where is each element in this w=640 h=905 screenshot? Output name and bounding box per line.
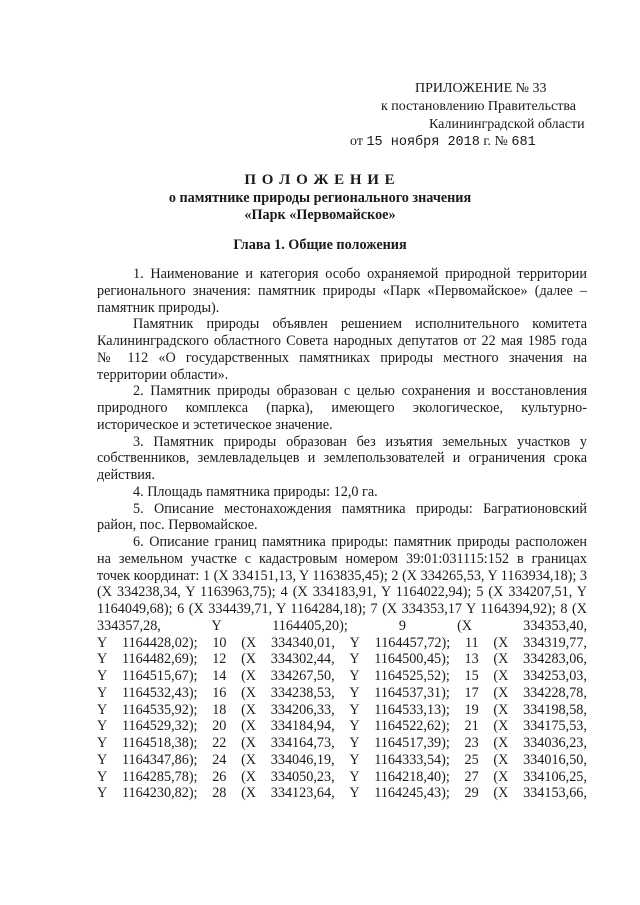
coordinate-token: Y (349, 634, 360, 651)
paragraph-5: 5. Описание местонахождения памятника природы: Багратионовский район, пос. Первомайское. (97, 500, 587, 534)
coordinate-token: 1164535,92); (121, 701, 198, 718)
coordinate-token: 22 (212, 735, 227, 751)
coordinate-token: 1164522,62); (374, 718, 450, 735)
coordinate-token: 1164500,45); (374, 651, 450, 668)
coordinate-token: Y (97, 684, 108, 701)
coordinate-token: 1164347,86); (121, 751, 198, 768)
date-year-suffix: г. № (483, 134, 508, 149)
coordinate-token: 1164533,13); (374, 701, 450, 718)
paragraph-2: 2. Памятник природы образован с целью сохранения и восстановления природного комплекса (парка), имеющего экологическое, культурно-историческое и эстетическое значение. (97, 383, 587, 433)
document-body (97, 266, 587, 802)
coordinate-token: Y (349, 651, 360, 668)
coordinate-token: (X (493, 718, 509, 735)
appendix-title: ПРИЛОЖЕНИЕ № 33 (415, 81, 547, 96)
coordinate-token: 334164,73, (270, 735, 335, 751)
coordinate-token: Y (97, 768, 108, 785)
coordinate-token: (X (493, 735, 509, 751)
coordinate-token: 18 (212, 701, 227, 718)
coordinate-token: 334206,33, (270, 701, 335, 718)
coordinate-token: 334267,50, (270, 668, 335, 684)
coordinate-token: (X (493, 751, 509, 768)
coordinate-token: (X (493, 684, 509, 701)
coordinate-token: Y (349, 785, 360, 802)
coordinate-token: 26 (212, 768, 227, 785)
coordinate-token: (X (493, 634, 509, 651)
coordinate-token: 334046,19, (270, 751, 335, 768)
coordinate-token: (X (241, 684, 257, 701)
coordinate-token: 1164532,43); (121, 684, 198, 701)
coordinate-token: 24 (212, 751, 227, 768)
coordinate-line (97, 735, 587, 752)
coordinate-token: 29 (464, 785, 479, 802)
document-subtitle-1: о памятнике природы регионального значения (168, 190, 472, 206)
coordinate-line (97, 635, 587, 652)
coordinate-token: 1164537,31); (374, 684, 450, 701)
decree-number: 681 (511, 135, 536, 150)
coordinate-token: Y (97, 651, 108, 668)
coordinate-token: 10 (212, 634, 227, 651)
coordinate-token: (X (493, 768, 509, 785)
coordinate-token: 11 (464, 634, 479, 651)
coordinate-token: (X (241, 718, 257, 735)
coordinate-line (97, 785, 587, 802)
coordinate-token: 1164428,02); (122, 634, 198, 651)
coordinate-token: (X (241, 668, 257, 684)
coordinate-line (97, 651, 587, 668)
coordinate-token: (X (241, 785, 257, 802)
coordinate-token: Y (97, 735, 108, 751)
paragraph-1b: Памятник природы объявлен решением исполнительного комитета Калининградского областного Совета народных депутатов от 22 мая 1985 года № 112 «О государственных памятниках природы местного значения на территории области». (97, 316, 587, 383)
coordinate-token: 334283,06, (523, 651, 587, 668)
coordinate-token: 1164482,69); (121, 651, 198, 668)
coordinate-token: 334153,66, (523, 785, 587, 802)
coordinate-token: (X (493, 651, 509, 668)
appendix-line-2: к постановлению Правительства (381, 99, 577, 114)
coordinate-token: (X (493, 668, 509, 684)
coordinate-token: Y (349, 668, 360, 684)
coordinate-line (97, 752, 587, 769)
coordinate-token: 1164230,82); (121, 785, 198, 802)
coordinate-token: 334175,53, (523, 718, 587, 735)
coordinate-token: (X (241, 735, 257, 751)
coordinate-token: 27 (464, 768, 479, 785)
coordinate-line (97, 718, 587, 735)
coordinate-token: 15 (464, 668, 479, 684)
coordinate-token: 21 (464, 718, 479, 735)
coordinate-token: 20 (212, 718, 227, 735)
coordinate-token: 23 (464, 735, 479, 751)
paragraph-3: 3. Памятник природы образован без изъятия земельных участков у собственников, землевладельцев и землепользователей и ограничения срока действия. (97, 433, 587, 483)
coordinate-token: 25 (464, 751, 479, 768)
document-subtitle-2: «Парк «Первомайское» (244, 207, 396, 223)
coordinate-token: 334238,53, (270, 684, 335, 701)
coordinate-token: 334340,01, (271, 634, 335, 651)
paragraph-1: 1. Наименование и категория особо охраняемой природной территории регионального значения: памятник природы «Парк «Первомайское» (далее – памятник природы). (97, 266, 587, 316)
coordinate-token: Y (97, 668, 108, 684)
coordinate-token: 1164218,40); (374, 768, 450, 785)
coordinate-token: 1164518,38); (121, 735, 198, 751)
coordinate-token: 1164525,52); (374, 668, 450, 684)
coordinate-token: 334123,64, (270, 785, 335, 802)
paragraph-4: 4. Площадь памятника природы: 12,0 га. (133, 483, 378, 500)
coordinate-token: Y (97, 634, 108, 651)
coordinate-token: 334106,25, (523, 768, 587, 785)
coordinate-token: 12 (212, 651, 227, 668)
coordinate-token: 1164529,32); (121, 718, 198, 735)
document-title: П О Л О Ж Е Н И Е (244, 172, 396, 188)
coordinate-token: 334228,78, (523, 684, 587, 701)
coordinate-token: 16 (212, 684, 227, 701)
coordinate-line (97, 702, 587, 719)
coordinate-token: 28 (212, 785, 227, 802)
coordinate-token: 14 (212, 668, 227, 684)
coordinate-line (97, 668, 587, 685)
coordinate-token: 1164333,54); (374, 751, 450, 768)
coordinate-token: Y (97, 751, 108, 768)
coordinate-line (97, 769, 587, 786)
coordinate-token: Y (349, 735, 360, 751)
coordinate-token: 17 (464, 684, 479, 701)
coordinate-token: (X (241, 701, 257, 718)
coordinate-token: Y (97, 701, 108, 718)
coordinate-token: 334050,23, (270, 768, 335, 785)
coordinate-token: 334036,23, (523, 735, 587, 751)
coordinate-list (97, 635, 587, 803)
chapter-heading: Глава 1. Общие положения (233, 237, 407, 253)
date-prefix: от (350, 134, 363, 149)
coordinate-token: Y (349, 718, 360, 735)
paragraph-6: 6. Описание границ памятника природы: памятник природы расположен на земельном участке с кадастровым номером 39:01:031115:152 в границах точек координат: 1 (X 334151,13, Y 1163835,45); 2 (X 334265,53, Y 1163934,18); 3 (X 334238,34, Y 1163963,75); 4 (X 334183,91, Y 1164022,94); 5 (X 334207,51, Y 1164049,68); 6 (X 334439,71, Y 1164284,18); 7 (X 334353,17 Y 1164394,92); 8 (X 334357,28, Y 1164405,20); 9 (X 334353,40, (97, 534, 587, 634)
coordinate-token: (X (493, 701, 509, 718)
coordinate-token: (X (241, 634, 257, 651)
appendix-line-3: Калининградской области (429, 117, 585, 132)
coordinate-token: 1164517,39); (374, 735, 450, 751)
coordinate-token: 19 (464, 701, 479, 718)
coordinate-token: Y (349, 684, 360, 701)
coordinate-token: 334302,44, (270, 651, 335, 668)
coordinate-token: 334016,50, (523, 751, 587, 768)
coordinate-token: (X (241, 651, 257, 668)
appendix-date-line (350, 133, 536, 151)
coordinate-token: 1164285,78); (121, 768, 198, 785)
coordinate-token: 334319,77, (523, 634, 587, 651)
coordinate-token: (X (241, 768, 257, 785)
coordinate-token: Y (349, 751, 360, 768)
coordinate-token: 13 (464, 651, 479, 668)
coordinate-token: 1164515,67); (121, 668, 198, 684)
coordinate-token: Y (349, 701, 360, 718)
coordinate-token: 334198,58, (523, 701, 587, 718)
coordinate-token: (X (241, 751, 257, 768)
coordinate-token: Y (349, 768, 360, 785)
date-handwritten: 15 ноября 2018 (366, 135, 480, 150)
coordinate-token: 334253,03, (523, 668, 587, 684)
coordinate-token: (X (493, 785, 509, 802)
coordinate-line (97, 685, 587, 702)
coordinate-token: 1164457,72); (374, 634, 451, 651)
coordinate-token: Y (97, 718, 108, 735)
coordinate-token: 1164245,43); (374, 785, 450, 802)
coordinate-token: 334184,94, (270, 718, 335, 735)
coordinate-token: Y (97, 785, 108, 802)
